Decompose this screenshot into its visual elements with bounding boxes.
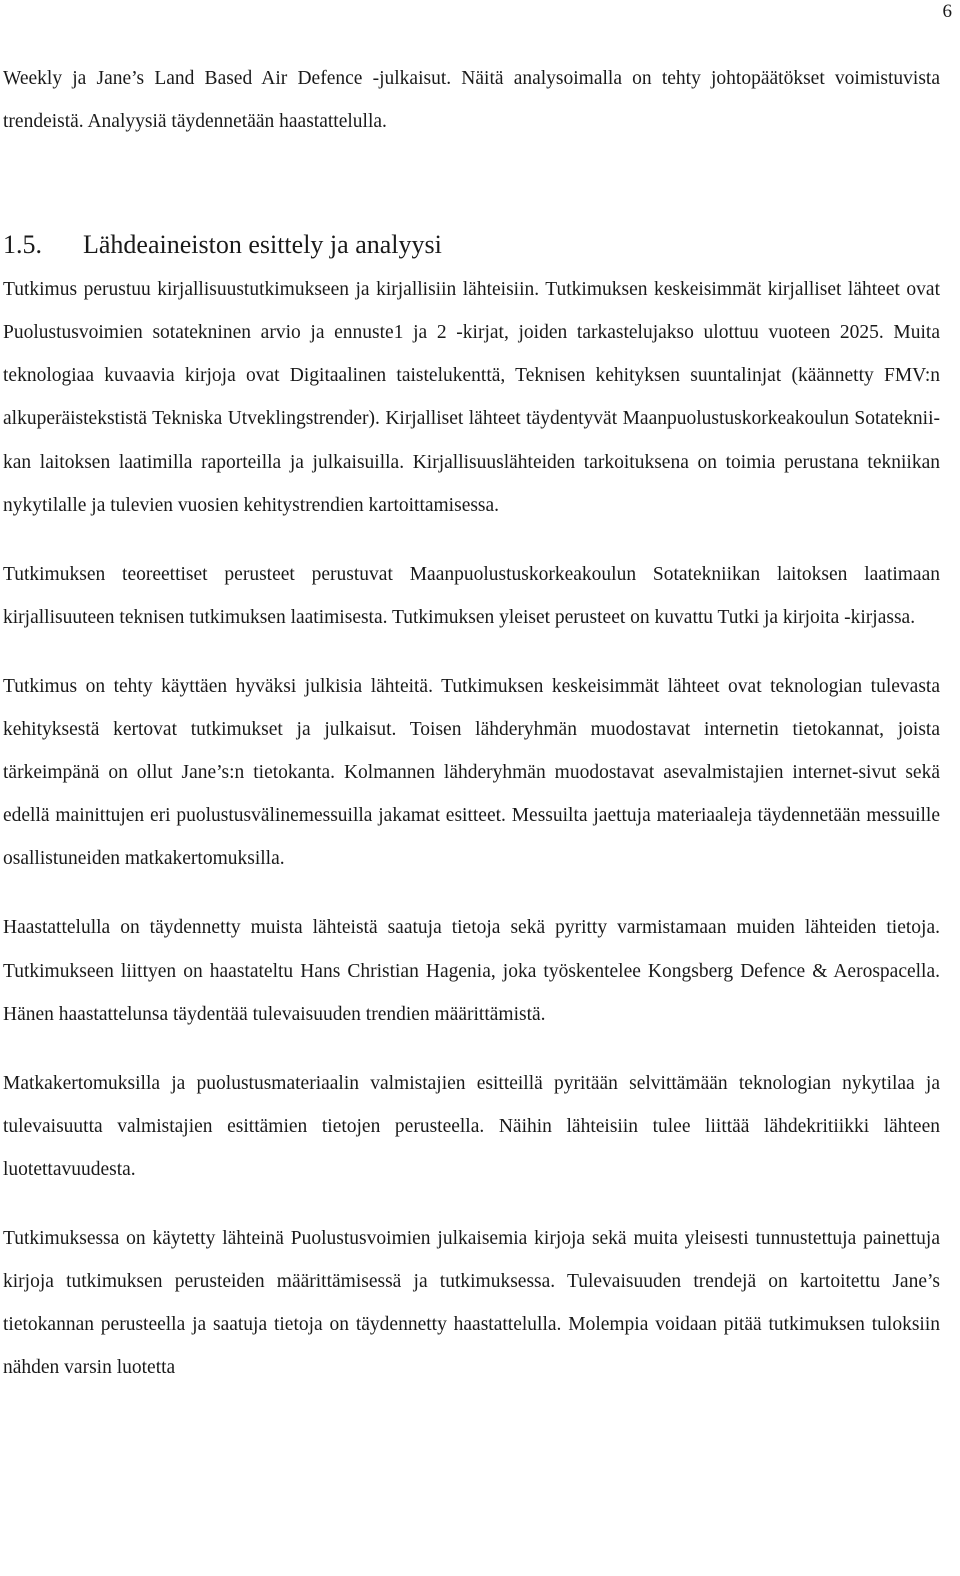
paragraph-sources: Tutkimus perustuu kirjallisuustutkimukseen ja kirjallisiin lähteisiin. Tutkimuksen keskeisimmät kirjalliset lähteet ovat Puolustusvoimien sotatekninen arvio ja ennuste1 ja 2 -kirjat, joiden tarkastelujakso ulottuu vuoteen 2025. Muita teknologiaa kuvaavia kirjoja ovat Digitaalinen taistelukenttä, Teknisen kehityksen suuntalinjat (käännetty FMV:n alkuperäistekstistä Tekniska Utveklingstrender). Kirjalliset lähteet täydentyvät Maanpuolustuskorkeakoulun Sotatekniikan laitoksen laatimilla raporteilla ja julkaisuilla. Kirjallisuuslähteiden tarkoituksena on toimia perustana tekniikan nykytilalle ja tulevien vuosien kehitystrendien kartoittamisessa. xyxy=(3,279,940,516)
paragraph-theory: Tutkimuksen teoreettiset perusteet perustuvat Maanpuolustuskorkeakoulun Sotatekniikan laitoksen laatimaan kirjallisuuteen teknisen tutkimuksen laatimisesta. Tutkimuksen yleiset perusteet on kuvattu Tutki ja kirjoita -kirjassa. xyxy=(3,563,940,628)
page-content xyxy=(3,57,940,1389)
paragraph-travel-reports: Matkakertomuksilla ja puolustusmateriaalin valmistajien esitteillä pyritään selvittämään teknologian nykytilaa ja tulevaisuutta valmistajien esittämien tietojen perusteella. Näihin lähteisiin tulee liittää lähdekritiikki lähteen luotettavuudesta. xyxy=(3,1072,940,1180)
paragraph-books: Tutkimuksessa on käytetty lähteinä Puolustusvoimien julkaisemia kirjoja sekä muita yleisesti tunnustettuja painettuja kirjoja tutkimuksen perusteiden määrittämisessä ja tutkimuksessa. Tulevaisuuden trendejä on kartoitettu Jane’s tietokannan perusteella ja saatuja tietoja on täydennetty haastattelulla. Molempia voidaan pitää tutkimuksen tuloksiin nähden varsin luotetta xyxy=(3,1227,940,1379)
page-number: 6 xyxy=(942,1,952,22)
section-number: 1.5. xyxy=(3,230,42,260)
section-title: Lähdeaineiston esittely ja analyysi xyxy=(83,230,442,260)
paragraph-public-sources: Tutkimus on tehty käyttäen hyväksi julkisia lähteitä. Tutkimuksen keskeisimmät lähteet ovat teknologian tulevasta kehityksestä kertovat tutkimukset ja julkaisut. Toisen lähderyhmän muodostavat internetin tietokannat, joista tärkeimpänä on ollut Jane’s:n tietokanta. Kolmannen lähderyhmän muodostavat asevalmistajien internet-sivut sekä edellä mainittujen eri puolustusvälinemessuilla jakamat esitteet. Messuilta jaettuja materiaaleja täydennetään messuille osallistuneiden matkakertomuksilla. xyxy=(3,675,940,870)
paragraph-interview: Haastattelulla on täydennetty muista lähteistä saatuja tietoja sekä pyritty varmistamaan muiden lähteiden tietoja. Tutkimukseen liittyen on haastateltu Hans Christian Hagenia, joka työskentelee Kongsberg Defence & Aerospacella. Hänen haastattelunsa täydentää tulevaisuuden trendien määrittämistä. xyxy=(3,917,940,1025)
section-heading xyxy=(3,229,940,261)
paragraph-intro-continuation: Weekly ja Jane’s Land Based Air Defence -julkaisut. Näitä analysoimalla on tehty johtopäätökset voimistuvista trendeistä. Analyysiä täydennetään haastattelulla. xyxy=(3,68,940,133)
